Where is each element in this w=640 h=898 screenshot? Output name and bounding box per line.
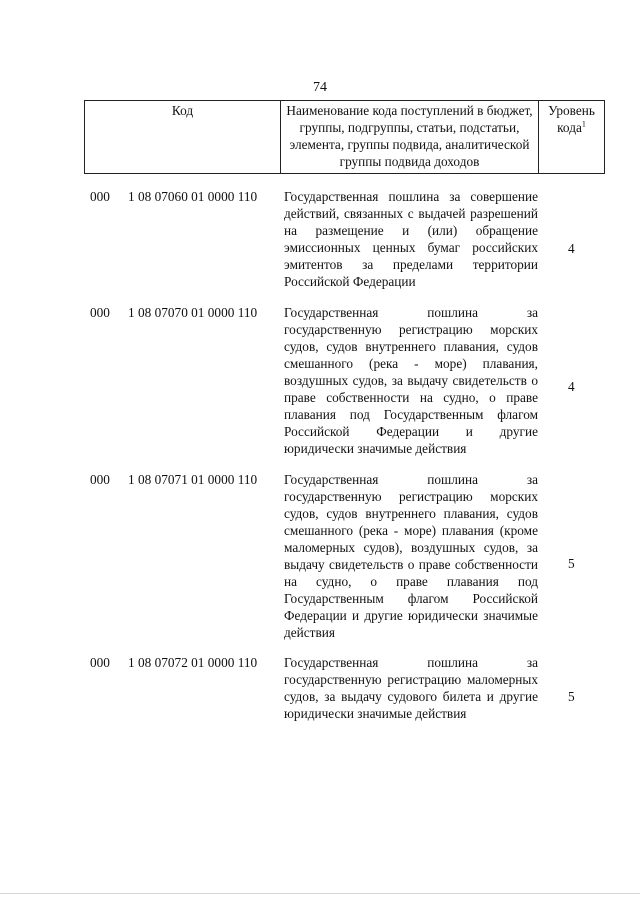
header-code-label: Код xyxy=(171,103,194,118)
admin-code: 000 xyxy=(90,189,110,204)
revenue-code: 1 08 07072 01 0000 110 xyxy=(128,655,258,670)
revenue-description: Государственная пошлина за государственную регистрацию маломерных судов, за выдачу судового билета и другие юридически значимые действия xyxy=(284,655,538,721)
code-level: 4 xyxy=(568,241,575,256)
header-level xyxy=(539,101,605,174)
revenue-description: Государственная пошлина за государственную регистрацию морских судов, судов внутреннего плавания, судов смешанного (река - море) плавания (кроме маломерных судов), воздушных судов, за выдачу свидетельств о праве собственности на судно, о праве плавания под Государственным флагом Российской Федерации и другие юридически значимые действия xyxy=(284,472,538,640)
table-header xyxy=(84,100,605,174)
header-code xyxy=(85,101,281,174)
header-row xyxy=(85,101,605,174)
revenue-description: Государственная пошлина за государственную регистрацию морских судов, судов внутреннего плавания, судов смешанного (река - море) плавания, воздушных судов, за выдачу свидетельств о праве собственности на судно, о праве плавания под Государственным флагом Российской Федерации и другие юридически значимые действия xyxy=(284,305,538,456)
code-level: 5 xyxy=(568,556,575,571)
revenue-description: Государственная пошлина за совершение действий, связанных с выдачей разрешений на размещение и (или) обращение эмиссионных ценных бумаг российских эмитентов за пределами территории Российской Федерации xyxy=(284,189,538,289)
admin-code: 000 xyxy=(90,305,110,320)
header-name-label: Наименование кода поступлений в бюджет, группы, подгруппы, статьи, подстатьи, элемента, группы подвида, аналитической группы подвида доходов xyxy=(286,103,533,169)
revenue-code: 1 08 07060 01 0000 110 xyxy=(128,189,258,204)
header-level-label: Уровень кода xyxy=(548,103,595,135)
admin-code: 000 xyxy=(90,655,110,670)
revenue-code: 1 08 07070 01 0000 110 xyxy=(128,305,258,320)
admin-code: 000 xyxy=(90,472,110,487)
code-level: 4 xyxy=(568,379,575,394)
header-name xyxy=(281,101,539,174)
code-level: 5 xyxy=(568,689,575,704)
revenue-code: 1 08 07071 01 0000 110 xyxy=(128,472,258,487)
scan-edge-line xyxy=(0,893,640,894)
footnote-marker: 1 xyxy=(581,119,586,129)
page-number: 74 xyxy=(313,80,327,95)
